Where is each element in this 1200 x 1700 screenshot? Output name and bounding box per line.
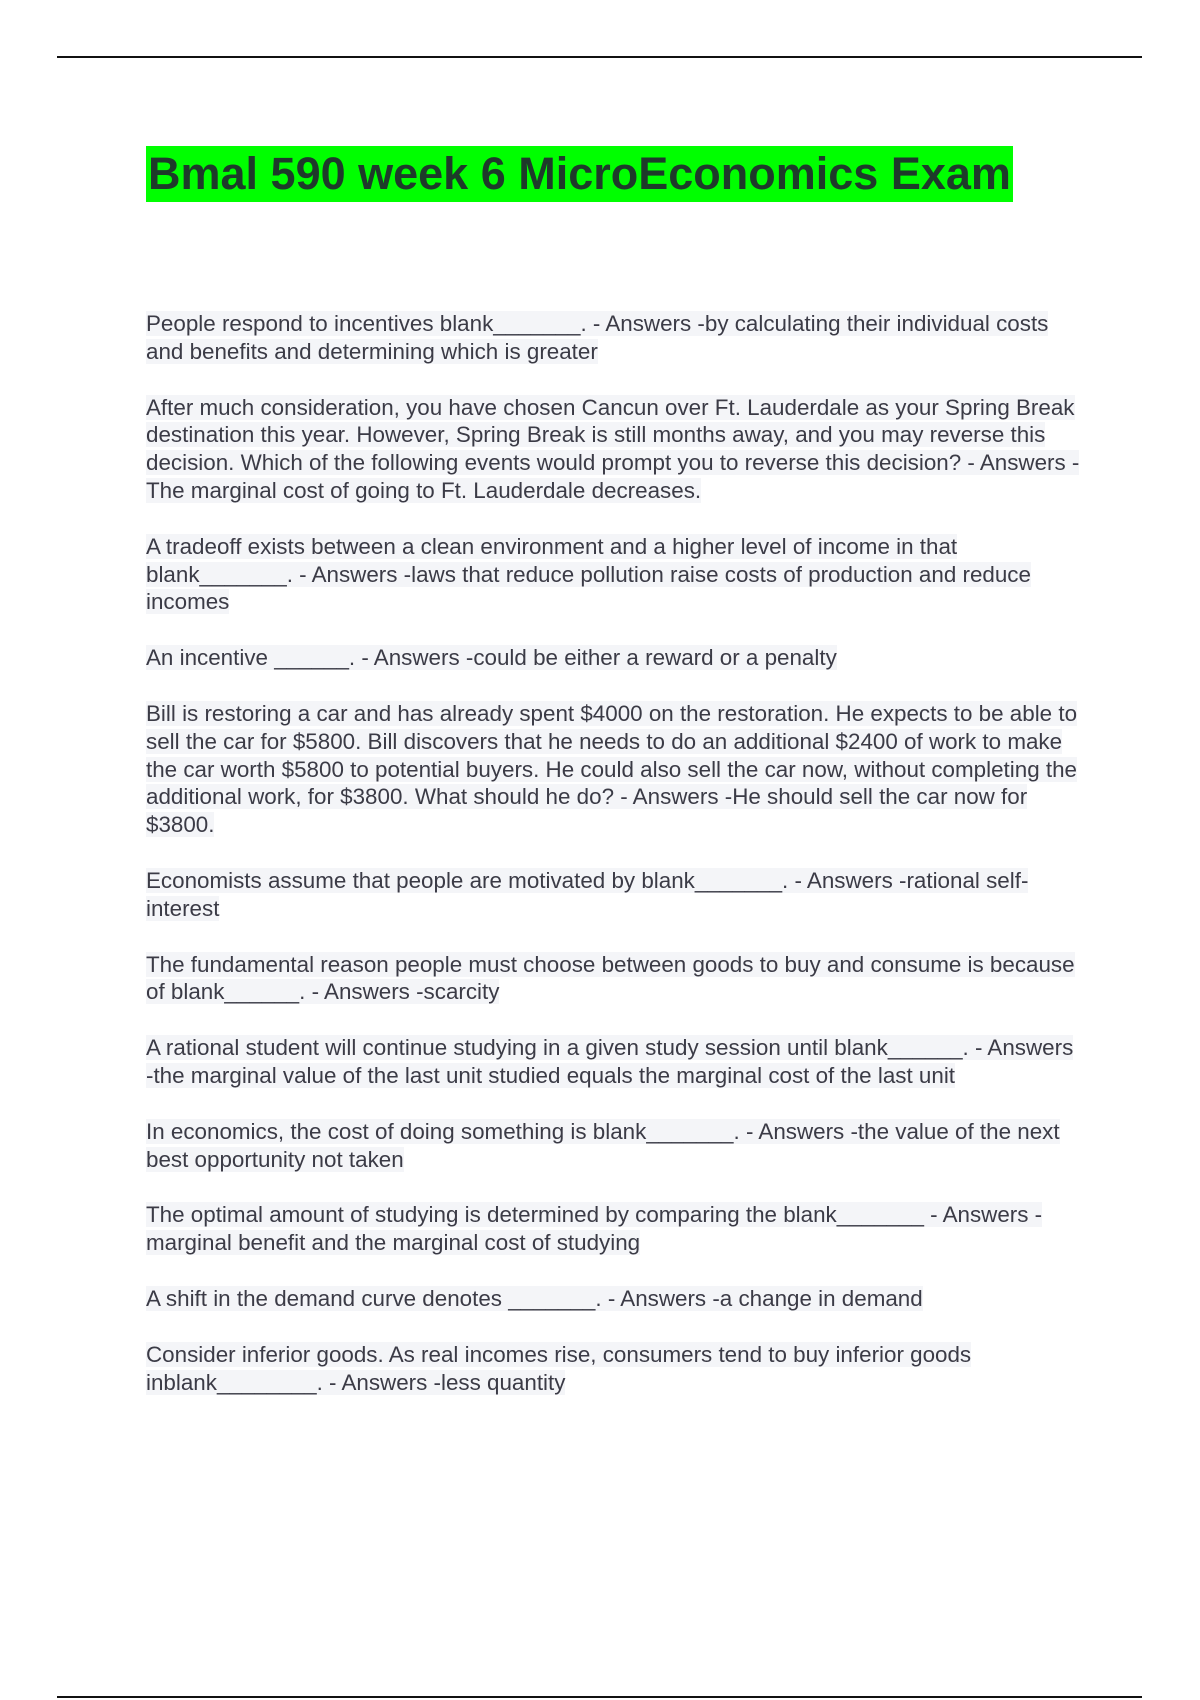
qa-item xyxy=(146,533,1086,616)
qa-item xyxy=(146,867,1086,923)
qa-text: The optimal amount of studying is determined by comparing the blank_______ - Answers -marginal benefit and the marginal cost of studying xyxy=(146,1202,1043,1256)
qa-item xyxy=(146,1118,1086,1174)
qa-item xyxy=(146,310,1086,366)
qa-text: After much consideration, you have chosen Cancun over Ft. Lauderdale as your Spring Break destination this year. However, Spring Break is still months away, and you may reverse this decision. Which of the following events would prompt you to reverse this decision? - Answers -The marginal cost of going to Ft. Lauderdale decreases. xyxy=(146,394,1080,503)
page-title: Bmal 590 week 6 MicroEconomics Exam xyxy=(146,146,1013,202)
title-container xyxy=(146,146,1013,202)
qa-text: A rational student will continue studying in a given study session until blank______. - Answers -the marginal value of the last unit studied equals the marginal cost of the last unit xyxy=(146,1035,1074,1088)
qa-item xyxy=(146,1201,1086,1257)
qa-text: In economics, the cost of doing something is blank_______. - Answers -the value of the next best opportunity not taken xyxy=(146,1118,1060,1172)
qa-item xyxy=(146,1034,1086,1090)
qa-item xyxy=(146,951,1086,1007)
qa-text: A shift in the demand curve denotes _______. - Answers -a change in demand xyxy=(146,1285,923,1311)
qa-item xyxy=(146,1341,1086,1397)
qa-text: A tradeoff exists between a clean environment and a higher level of income in that blank_______. - Answers -laws that reduce pollution raise costs of production and reduce incomes xyxy=(146,533,1031,615)
bottom-rule xyxy=(57,1696,1142,1698)
qa-item xyxy=(146,700,1086,839)
qa-text: Consider inferior goods. As real incomes rise, consumers tend to buy inferior goods inblank________. - Answers -less quantity xyxy=(146,1341,972,1395)
top-rule xyxy=(57,56,1142,58)
qa-text: People respond to incentives blank_______. - Answers -by calculating their individual costs and benefits and determining which is greater xyxy=(146,311,1049,364)
qa-text: The fundamental reason people must choose between goods to buy and consume is because of blank______. - Answers -scarcity xyxy=(146,951,1075,1005)
qa-list xyxy=(146,310,1086,1424)
qa-text: Economists assume that people are motivated by blank_______. - Answers -rational self-interest xyxy=(146,867,1029,921)
qa-item xyxy=(146,644,1086,672)
qa-text: An incentive ______. - Answers -could be either a reward or a penalty xyxy=(146,645,837,671)
qa-item xyxy=(146,1285,1086,1313)
qa-text: Bill is restoring a car and has already spent $4000 on the restoration. He expects to be able to sell the car for $5800. Bill discovers that he needs to do an additional $2400 of work to make the car worth $5800 to potential buyers. He could also sell the car now, without completing the additional work, for $3800. What should he do? - Answers -He should sell the car now for $3800. xyxy=(146,700,1078,838)
qa-item xyxy=(146,394,1086,505)
